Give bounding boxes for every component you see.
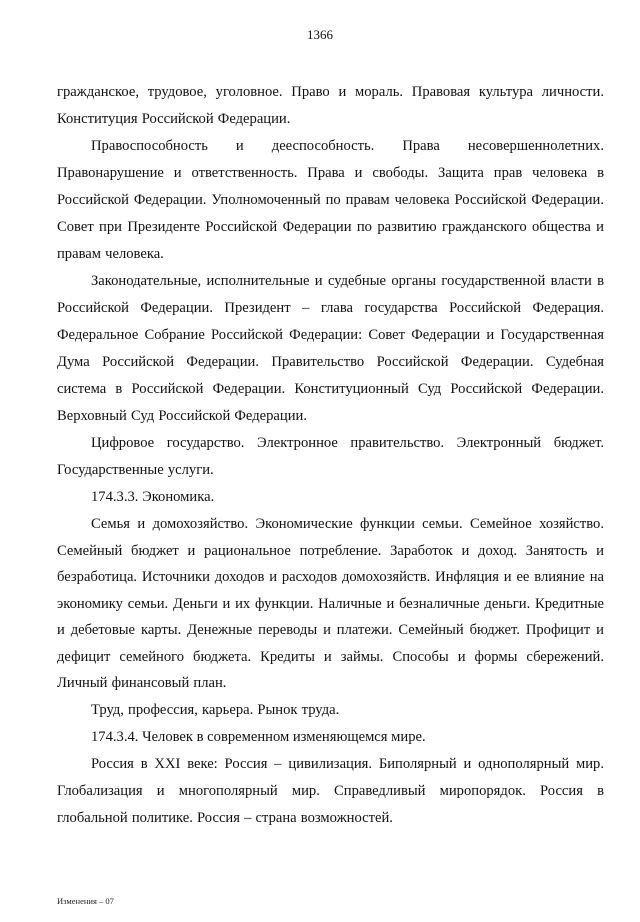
- section-heading-modern-world: 174.3.4. Человек в современном изменяющемся мире.: [91, 728, 426, 745]
- paragraph-russia-21-century: Россия в XXI веке: Россия – цивилизация. Биполярный и однополярный мир. Глобализация и многополярный мир. Справедливый миропорядок. Россия в глобальной политике. Россия – страна возможностей.: [57, 755, 604, 826]
- paragraph-legal-capacity: Правоспособность и дееспособность. Права несовершеннолетних. Правонарушение и ответственность. Права и свободы. Защита прав человека в Российской Федерации. Уполномоченный по правам человека Российской Федерации. Совет при Президенте Российской Федерации по развитию гражданского общества и правам человека.: [57, 138, 604, 262]
- paragraph-state-authorities: Законодательные, исполнительные и судебные органы государственной власти в Российской Федерации. Президент – глава государства Российской Федерация. Федеральное Собрание Российской Федерации: Совет Федерации и Государственная Дума Российской Федерации. Правительство Российской Федерации. Судебная система в Российской Федерации. Конституционный Суд Российской Федерации. Верховный Суд Российской Федерации.: [57, 273, 604, 424]
- document-body: [57, 79, 604, 832]
- paragraph-continuation: гражданское, трудовое, уголовное. Право и мораль. Правовая культура личности. Конституция Российской Федерации.: [57, 84, 604, 127]
- paragraph-labor-market: Труд, профессия, карьера. Рынок труда.: [91, 701, 340, 718]
- page-number: 1366: [307, 27, 333, 42]
- paragraph-digital-state: Цифровое государство. Электронное правительство. Электронный бюджет. Государственные услуги.: [57, 435, 604, 478]
- footer-revision-note: Изменения – 07: [57, 896, 114, 906]
- section-heading-economics: 174.3.3. Экономика.: [91, 489, 215, 505]
- paragraph-family-economy: Семья и домохозяйство. Экономические функции семьи. Семейное хозяйство. Семейный бюджет и рациональное потребление. Заработок и доход. Занятость и безработица. Источники доходов и расходов домохозяйств. Инфляция и ее влияние на экономику семьи. Деньги и их функции. Наличные и безналичные деньги. Кредитные и дебетовые карты. Денежные переводы и платежи. Семейный бюджет. Профицит и дефицит семейного бюджета. Кредиты и займы. Способы и формы сбережений. Личный финансовый план.: [57, 516, 604, 691]
